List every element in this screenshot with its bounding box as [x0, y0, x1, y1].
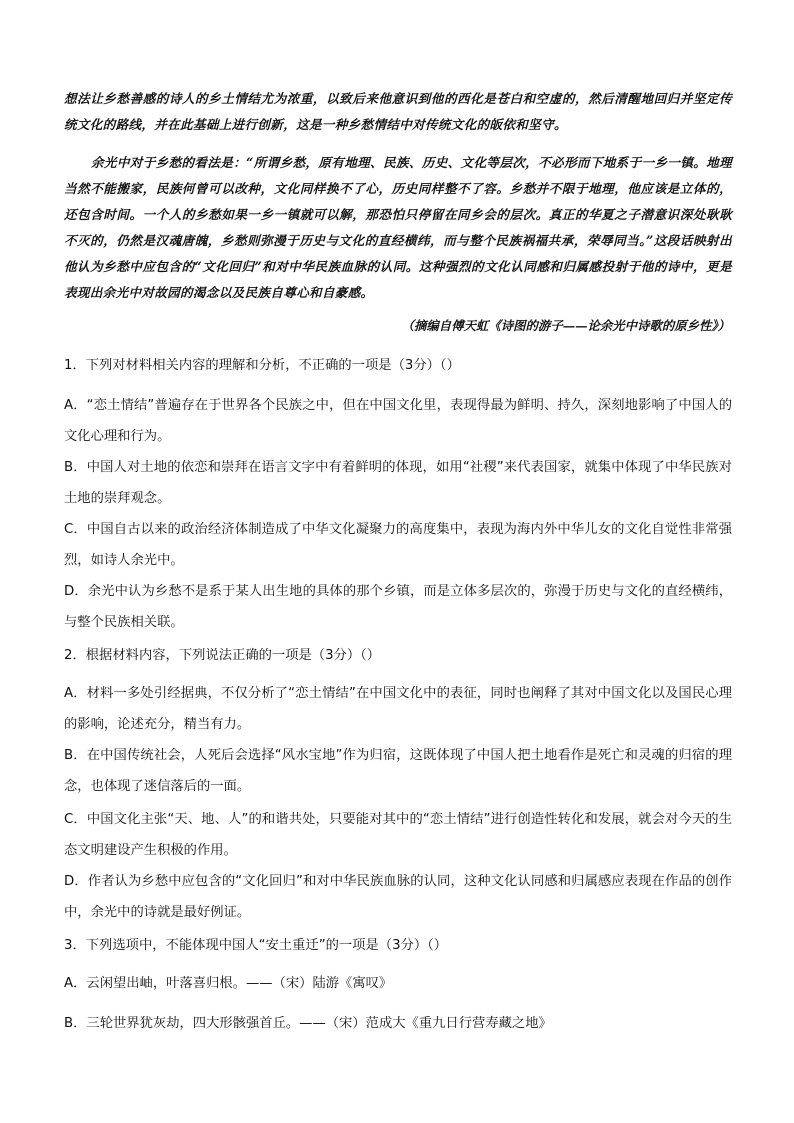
question-1-option-b: B．中国人对土地的依恋和崇拜在语言文字中有着鲜明的体现，如用“社稷”来代表国家，就集中体现了中华民族对土地的崇拜观念。	[64, 460, 732, 506]
passage-paragraph-2: 余光中对于乡愁的看法是：“所谓乡愁，原有地理、民族、历史、文化等层次，不必形而下地系于一乡一镇。地理当然不能搬家，民族何曾可以改种，文化同样换不了心，历史同样整不了容。乡愁并不限于地理，他应该是立体的，还包含时间。一个人的乡愁如果一乡一镇就可以解，那恐怕只停留在同乡会的层次。真正的华夏之子潜意识深处耿耿不灭的，仍然是汉魂唐魄，乡愁则弥漫于历史与文化的直经横纬，而与整个民族祸福共承，荣辱同当。”这段话映射出他认为乡愁中应包含的“文化回归”和对中华民族血脉的认同。这种强烈的文化认同感和归属感投射于他的诗中，更是表现出余光中对故园的渴念以及民族自尊心和自豪感。	[64, 155, 732, 300]
question-2-option-a: A．材料一多处引经据典，不仅分析了“恋土情结”在中国文化中的表征，同时也阐释了其对中国文化以及国民心理的影响，论述充分，精当有力。	[64, 686, 732, 732]
question-3-option-a: A．云闲望出岫，叶落喜归根。——（宋）陆游《寓叹》	[64, 976, 393, 991]
passage-paragraph-1: 想法让乡愁善感的诗人的乡土情结尤为浓重，以致后来他意识到他的西化是苍白和空虚的，然后清醒地回归并坚定传统文化的路线，并在此基础上进行创新，这是一种乡愁情结中对传统文化的皈依和坚守。	[64, 91, 732, 132]
question-3-option-b: B．三轮世界犹灰劫，四大形骸强首丘。——（宋）范成大《重九日行营寿藏之地》	[64, 1016, 552, 1031]
passage-citation: （摘编自傅天虹《诗图的游子——论余光中诗歌的原乡性》）	[401, 318, 730, 333]
question-2-option-c: C．中国文化主张“天、地、人”的和谐共处，只要能对其中的“恋土情结”进行创造性转化和发展，就会对今天的生态文明建设产生积极的作用。	[64, 812, 732, 858]
question-1-option-d: D．余光中认为乡愁不是系于某人出生地的具体的那个乡镇，而是立体多层次的，弥漫于历史与文化的直经横纬，与整个民族相关联。	[64, 584, 732, 630]
question-2-stem: 2．根据材料内容，下列说法正确的一项是（3分）（）	[64, 648, 381, 663]
question-1-option-a: A．“恋土情结”普遍存在于世界各个民族之中，但在中国文化里，表现得最为鲜明、持久，深刻地影响了中国人的文化心理和行为。	[64, 398, 732, 444]
question-1-option-c: C．中国自古以来的政治经济体制造成了中华文化凝聚力的高度集中，表现为海内外中华儿女的文化自觉性非常强烈，如诗人余光中。	[64, 522, 732, 568]
question-3-stem: 3．下列选项中，不能体现中国人“安土重迁”的一项是（3分）（）	[64, 938, 448, 953]
question-2-option-d: D．作者认为乡愁中应包含的“文化回归”和对中华民族血脉的认同，这种文化认同感和归属感应表现在作品的创作中，余光中的诗就是最好例证。	[64, 874, 732, 920]
question-2-option-b: B．在中国传统社会，人死后会选择“风水宝地”作为归宿，这既体现了中国人把土地看作是死亡和灵魂的归宿的理念，也体现了迷信落后的一面。	[64, 748, 732, 794]
question-1-stem: 1．下列对材料相关内容的理解和分析，不正确的一项是（3分）（）	[64, 358, 460, 373]
